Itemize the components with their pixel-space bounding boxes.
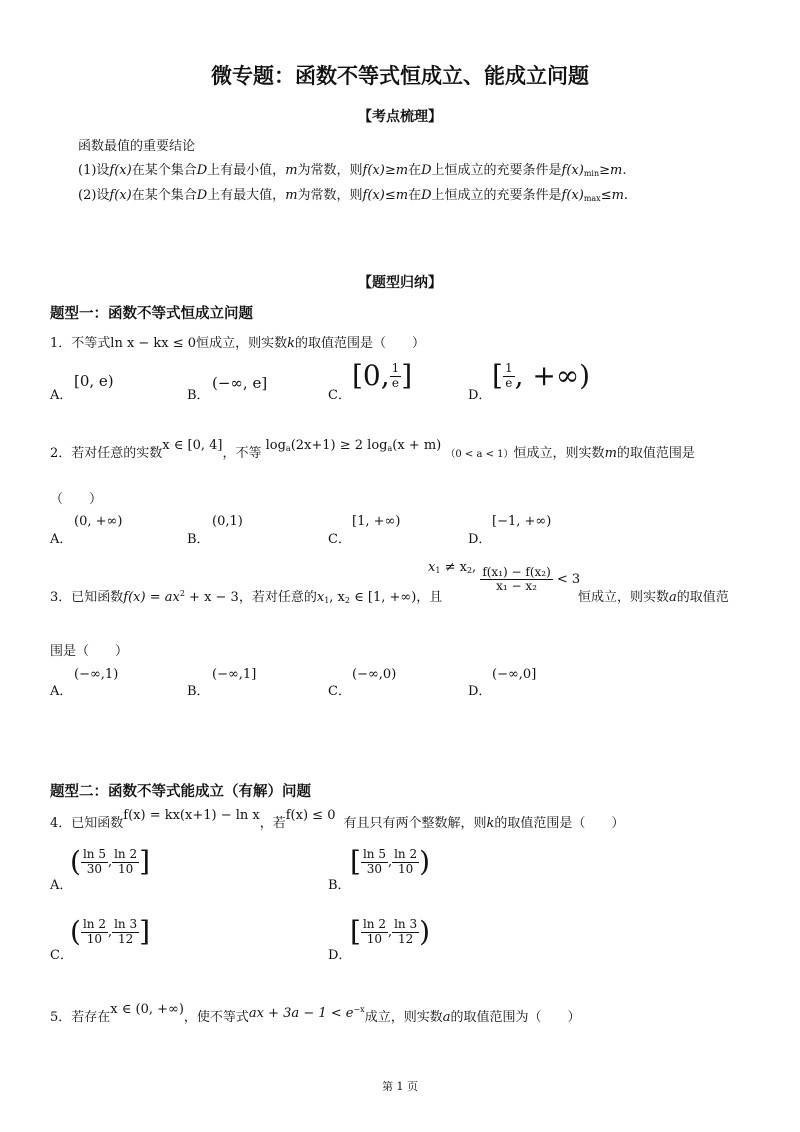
q3-option-c: (−∞,0) xyxy=(352,667,397,682)
q3-option-b: (−∞,1] xyxy=(212,667,257,682)
q1-option-c: [0, $\frac{1}{e}$ ] xyxy=(352,359,413,392)
q2-label-c: C． xyxy=(328,532,351,547)
q4-label-b: B． xyxy=(328,878,351,893)
q2-label-a: A． xyxy=(50,532,73,547)
question-3: 3．已知函数$f(x) = ax^2 + x - 3$，若对任意的$x_1$, $x_2$ ∈ [1, +∞)，且 xyxy=(50,589,443,605)
q3-label-c: C． xyxy=(328,684,351,699)
q2-option-b: (0,1) xyxy=(212,514,243,529)
question-2: 2．若对任意的实数x ∈ [0, 4]，不等 $\log_a(2x+1) \ge 2$ $\log_a(x + m) (0 < a < 1)$恒成立，则实数m的取值范围是 xyxy=(50,438,695,461)
q1-label-a: A． xyxy=(50,388,73,403)
q4-label-a: A． xyxy=(50,878,73,893)
question-1: 1．不等式ln x − kx ≤ 0恒成立，则实数k的取值范围是（ ） xyxy=(50,336,425,351)
type-2-heading: 题型二：函数不等式能成立（有解）问题 xyxy=(50,784,311,800)
q3-option-d: (−∞,0] xyxy=(492,667,537,682)
page-footer: 第 1 页 xyxy=(382,1080,418,1093)
q3-condition: $x_1 \ne x_2$, $\frac{\text{f(x₁) − f(x₂)}}{\text{x₁ − x₂}}$ < 3 xyxy=(428,560,581,594)
q4-option-d: [ $\frac{\ln 2}{10}$ , $\frac{\ln 3}{12}$ ) xyxy=(350,915,431,948)
page-title: 微专题：函数不等式恒成立、能成立问题 xyxy=(211,64,589,88)
q3-label-d: D． xyxy=(468,684,492,699)
q4-label-c: C． xyxy=(50,948,73,963)
question-4: 4．已知函数f(x) = kx(x+1) − ln x，若f(x) ≤ 0有且只有两个整数解，则k的取值范围是（ ） xyxy=(50,808,625,831)
q4-label-d: D． xyxy=(328,948,352,963)
conclusion-1: (1)设f(x)在某个集合D上有最小值，m为常数，则f(x)≥m在D上恒成立的充要条件是$f(x)_{min}\ge m$. xyxy=(78,163,627,178)
section-heading-types: 【题型归纳】 xyxy=(358,275,442,291)
q3-option-a: (−∞,1) xyxy=(74,667,119,682)
q4-option-c: ( $\frac{\ln 2}{10}$ , $\frac{\ln 3}{12}$ ] xyxy=(70,915,151,948)
question-5: 5．若存在x ∈ (0, +∞)，使不等式ax + $3a - 1 < e^{-x}$成立，则实数a的取值范围为（ ） xyxy=(50,1002,581,1025)
q3-tail: 恒成立，则实数a的取值范 xyxy=(578,590,729,605)
q2-option-d: [−1, +∞) xyxy=(492,514,552,529)
q1-option-a: [0, e) xyxy=(74,372,114,390)
conclusion-heading: 函数最值的重要结论 xyxy=(78,139,196,154)
q4-option-a: ( $\frac{\ln 5}{30}$ , $\frac{\ln 2}{10}$ ] xyxy=(70,845,151,878)
q3-line2: 围是（ ） xyxy=(50,644,129,659)
q2-option-a: (0, +∞) xyxy=(74,514,123,529)
q4-option-b: [ $\frac{\ln 5}{30}$ , $\frac{\ln 2}{10}$ ) xyxy=(350,845,431,878)
conclusion-2: (2)设f(x)在某个集合D上有最大值，m为常数，则f(x)≤m在D上恒成立的充要条件是$f(x)_{max}\le m$. xyxy=(78,188,629,203)
q1-option-d: [ $\frac{1}{e}$ , +∞) xyxy=(492,359,591,392)
q3-label-b: B． xyxy=(187,684,210,699)
q2-option-c: [1, +∞) xyxy=(352,514,401,529)
section-heading-review: 【考点梳理】 xyxy=(358,109,442,125)
q2-blank: （ ） xyxy=(50,492,103,507)
q1-label-d: D． xyxy=(468,388,492,403)
q1-option-b: (−∞, e] xyxy=(212,374,268,392)
q1-label-b: B． xyxy=(187,388,210,403)
type-1-heading: 题型一：函数不等式恒成立问题 xyxy=(50,306,253,322)
q3-label-a: A． xyxy=(50,684,73,699)
q1-label-c: C． xyxy=(328,388,351,403)
q2-label-d: D． xyxy=(468,532,492,547)
q2-label-b: B． xyxy=(187,532,210,547)
